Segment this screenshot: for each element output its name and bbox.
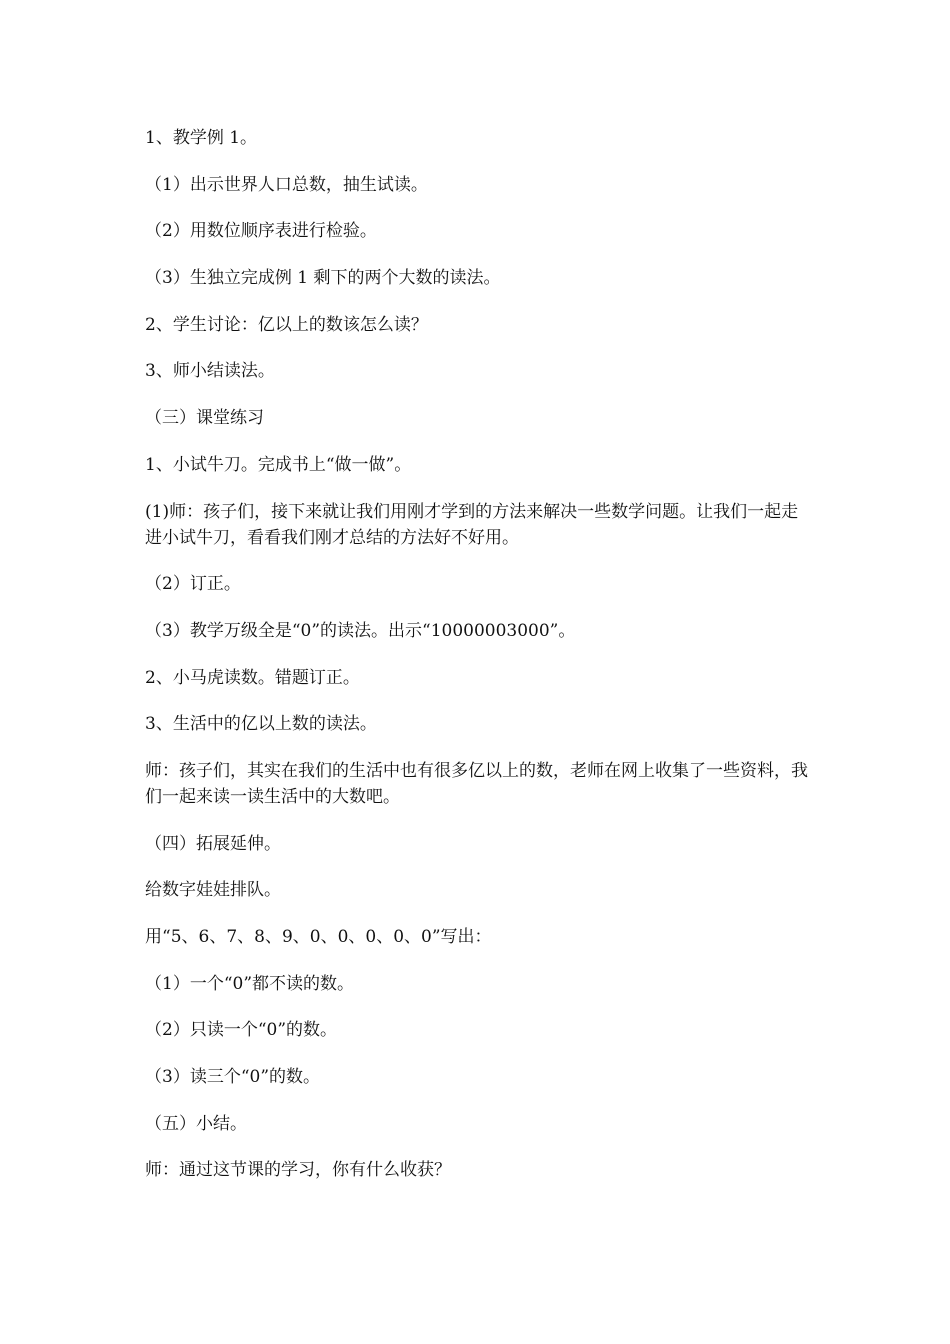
paragraph-practice-2: 2、小马虎读数。错题订正。 xyxy=(145,667,360,688)
paragraph-correction: （2）订正。 xyxy=(145,574,241,595)
paragraph-closing-question: 师：通过这节课的学习，你有什么收获？ xyxy=(145,1160,451,1181)
paragraph-summary-reading: 3、师小结读法。 xyxy=(145,361,275,382)
paragraph-task-2: （2）只读一个“0”的数。 xyxy=(145,1020,338,1041)
paragraph-step-3: （3）生独立完成例 1 剩下的两个大数的读法。 xyxy=(145,268,501,289)
section-heading-practice: （三）课堂练习 xyxy=(145,408,264,429)
paragraph-example-1: 1、教学例 1。 xyxy=(145,128,258,148)
paragraph-step-1: （1）出示世界人口总数，抽生试读。 xyxy=(145,174,428,195)
paragraph-teacher-intro: (1)师：孩子们，接下来就让我们用刚才学到的方法来解决一些数学问题。让我们一起走进小试牛刀，看看我们刚才总结的方法好不好用。 xyxy=(145,501,799,548)
paragraph-practice-3: 3、生活中的亿以上数的读法。 xyxy=(145,714,377,735)
paragraph-digits-task: 用“5、6、7、8、9、0、0、0、0、0”写出： xyxy=(145,927,492,947)
paragraph-step-2: （2）用数位顺序表进行检验。 xyxy=(145,221,377,242)
paragraph-discussion: 2、学生讨论：亿以上的数该怎么读？ xyxy=(145,314,428,335)
section-heading-summary: （五）小结。 xyxy=(145,1113,247,1134)
paragraph-zero-reading: （3）教学万级全是“0”的读法。出示“10000003000”。 xyxy=(145,620,576,641)
document-body xyxy=(145,125,815,1204)
paragraph-practice-1: 1、小试牛刀。完成书上“做一做”。 xyxy=(145,454,412,475)
paragraph-teacher-life: 师：孩子们，其实在我们的生活中也有很多亿以上的数，老师在网上收集了一些资料，我们一起来读一读生活中的大数吧。 xyxy=(145,760,808,807)
paragraph-task-3: （3）读三个“0”的数。 xyxy=(145,1067,321,1088)
paragraph-task-1: （1）一个“0”都不读的数。 xyxy=(145,973,355,994)
paragraph-arrange-digits: 给数字娃娃排队。 xyxy=(145,880,281,901)
section-heading-extension: （四）拓展延伸。 xyxy=(145,833,281,854)
